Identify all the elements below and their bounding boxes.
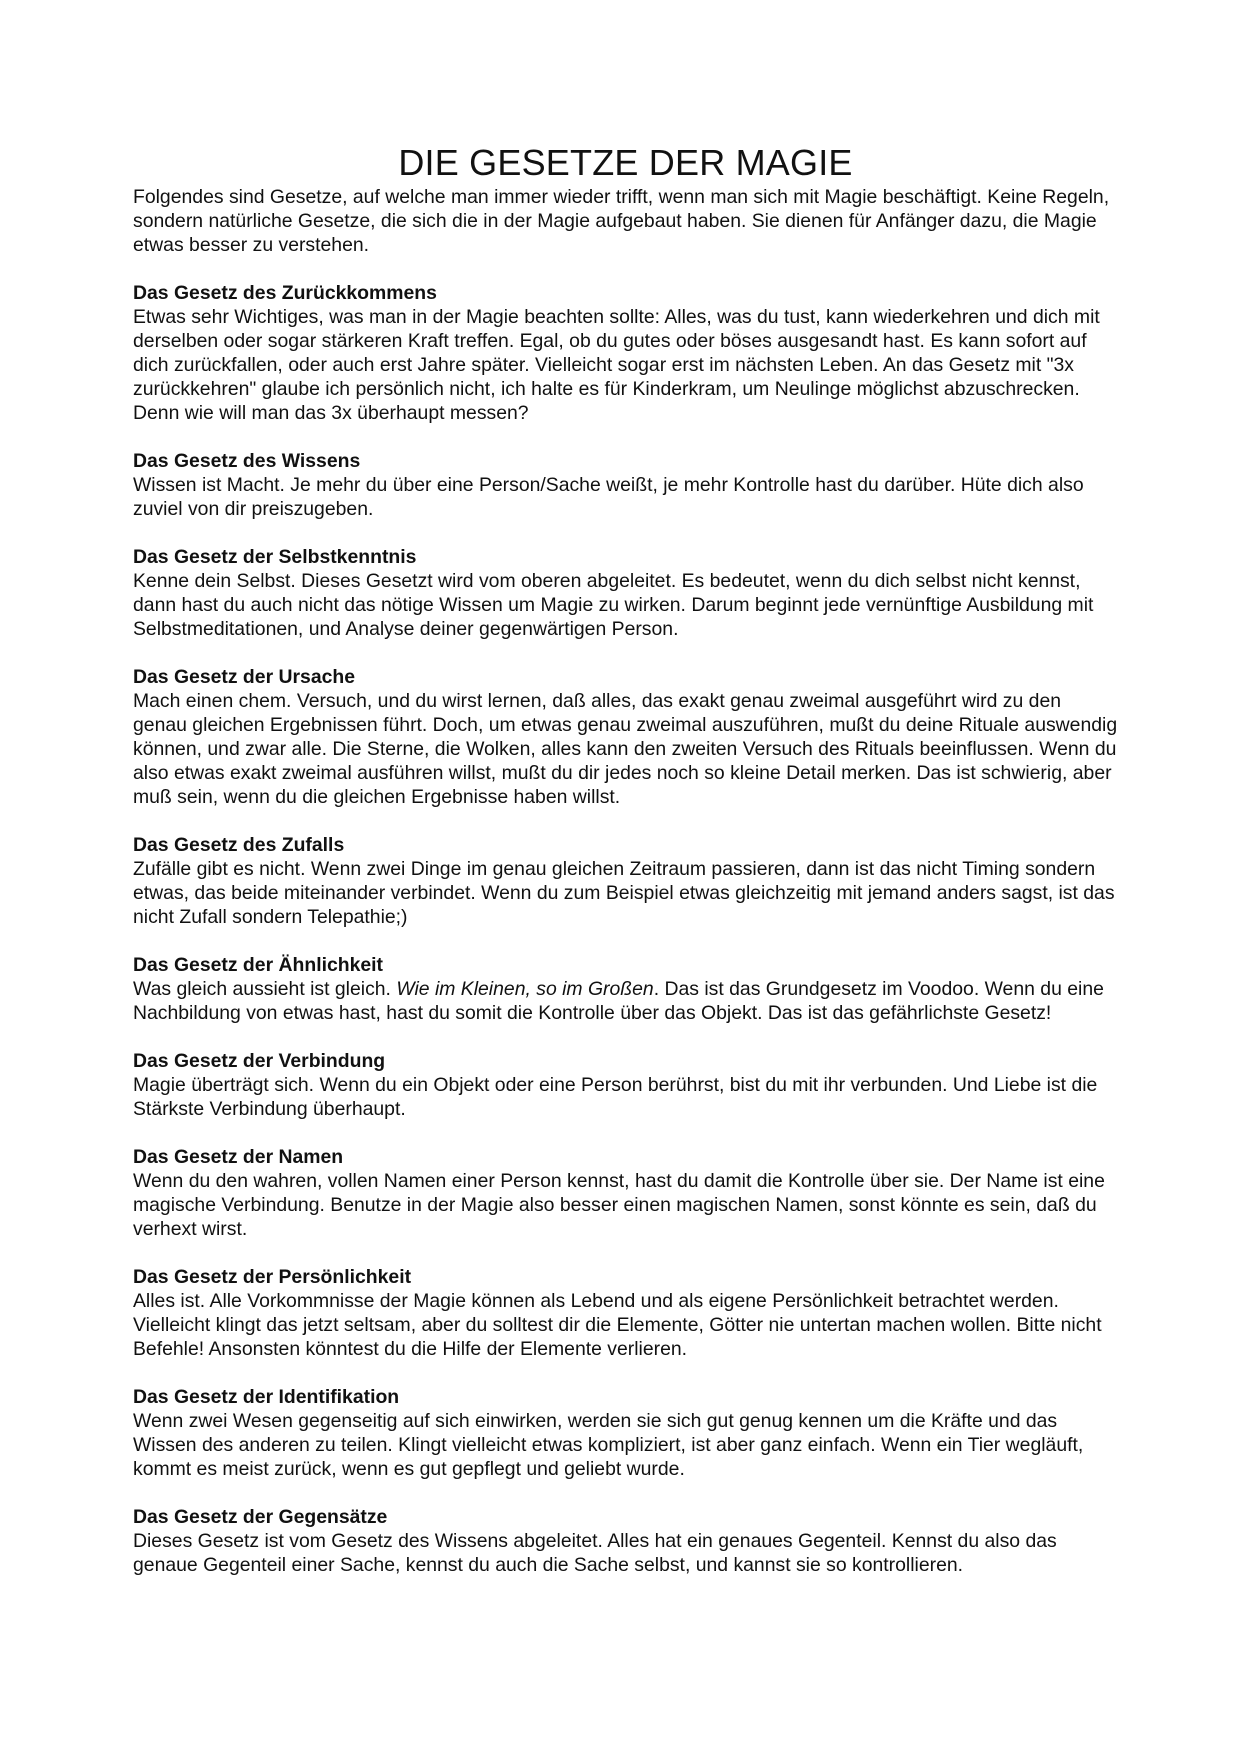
section-persoenlichkeit (133, 1265, 1118, 1361)
section-heading: Das Gesetz der Gegensätze (133, 1506, 388, 1528)
section-body: Wenn du den wahren, vollen Namen einer Person kennst, hast du damit die Kontrolle über sie. Der Name ist eine magische Verbindung. Benutze in der Magie also besser einen magischen Namen, sonst könnte es sein, daß du verhext wirst. (133, 1170, 1105, 1240)
section-ursache (133, 665, 1118, 809)
section-body: Magie überträgt sich. Wenn du ein Objekt oder eine Person berührst, bist du mit ihr verbunden. Und Liebe ist die Stärkste Verbindung überhaupt. (133, 1074, 1098, 1120)
section-heading: Das Gesetz der Namen (133, 1146, 344, 1168)
body-text-post: . Das ist das Grundgesetz im Voodoo. Wenn du eine Nachbildung von etwas hast, hast du somit die Kontrolle über das Objekt. Das ist das gefährlichste Gesetz! (133, 978, 1104, 1024)
section-body (133, 977, 1118, 1025)
section-body: Wenn zwei Wesen gegenseitig auf sich einwirken, werden sie sich gut genug kennen um die Kräfte und das Wissen des anderen zu teilen. Klingt vielleicht etwas kompliziert, ist aber ganz einfach. Wenn ein Tier wegläuft, kommt es meist zurück, wenn es gut gepflegt und geliebt wurde. (133, 1410, 1084, 1480)
section-verbindung (133, 1049, 1118, 1121)
section-body: Alles ist. Alle Vorkommnisse der Magie können als Lebend und als eigene Persönlichkeit betrachtet werden. Vielleicht klingt das jetzt seltsam, aber du solltest dir die Elemente, Götter nie untertan machen wollen. Bitte nicht Befehle! Ansonsten könntest du die Hilfe der Elemente verlieren. (133, 1290, 1102, 1360)
section-heading: Das Gesetz der Persönlichkeit (133, 1266, 412, 1288)
section-body: Zufälle gibt es nicht. Wenn zwei Dinge im genau gleichen Zeitraum passieren, dann ist das nicht Timing sondern etwas, das beide miteinander verbindet. Wenn du zum Beispiel etwas gleichzeitig mit jemand anders sagst, ist das nicht Zufall sondern Telepathie;) (133, 858, 1115, 928)
section-body: Mach einen chem. Versuch, und du wirst lernen, daß alles, das exakt genau zweimal ausgeführt wird zu den genau gleichen Ergebnissen führt. Doch, um etwas genau zweimal auszuführen, mußt du deine Rituale auswendig können, und zwar alle. Die Sterne, die Wolken, alles kann den zweiten Versuch des Rituals beeinflussen. Wenn du also etwas exakt zweimal ausführen willst, mußt du dir jedes noch so kleine Detail merken. Das ist schwierig, aber muß sein, wenn du die gleichen Ergebnisse haben willst. (133, 690, 1118, 808)
section-heading: Das Gesetz des Wissens (133, 450, 361, 472)
section-heading: Das Gesetz der Ursache (133, 666, 356, 688)
section-heading: Das Gesetz der Identifikation (133, 1386, 400, 1408)
body-text-italic: Wie im Kleinen, so im Großen (396, 978, 654, 1000)
section-zufalls (133, 833, 1118, 929)
section-body: Etwas sehr Wichtiges, was man in der Magie beachten sollte: Alles, was du tust, kann wiederkehren und dich mit derselben oder sogar stärkeren Kraft treffen. Egal, ob du gutes oder böses ausgesandt hast. Es kann sofort auf dich zurückfallen, oder auch erst Jahre später. Vielleicht sogar erst im nächsten Leben. An das Gesetz mit "3x zurückkehren" glaube ich persönlich nicht, ich halte es für Kinderkram, um Neulinge möglichst abzuschrecken. Denn wie will man das 3x überhaupt messen? (133, 306, 1100, 424)
intro-paragraph: Folgendes sind Gesetze, auf welche man immer wieder trifft, wenn man sich mit Magie beschäftigt. Keine Regeln, sondern natürliche Gesetze, die sich die in der Magie aufgebaut haben. Sie dienen für Anfänger dazu, die Magie etwas besser zu verstehen. (133, 186, 1110, 256)
section-heading: Das Gesetz des Zurückkommens (133, 282, 437, 304)
section-selbstkenntnis (133, 545, 1118, 641)
section-body: Dieses Gesetz ist vom Gesetz des Wissens abgeleitet. Alles hat ein genaues Gegenteil. Kennst du also das genaue Gegenteil einer Sache, kennst du auch die Sache selbst, und kannst sie so kontrollieren. (133, 1530, 1057, 1576)
section-heading: Das Gesetz der Selbstkenntnis (133, 546, 417, 568)
document-title: DIE GESETZE DER MAGIE (398, 142, 853, 183)
document-page (133, 142, 1118, 1577)
section-heading: Das Gesetz der Verbindung (133, 1050, 386, 1072)
section-identifikation (133, 1385, 1118, 1481)
body-text-pre: Was gleich aussieht ist gleich. (133, 978, 397, 1000)
section-gegensaetze (133, 1505, 1118, 1577)
section-body: Kenne dein Selbst. Dieses Gesetzt wird vom oberen abgeleitet. Es bedeutet, wenn du dich selbst nicht kennst, dann hast du auch nicht das nötige Wissen um Magie zu wirken. Darum beginnt jede vernünftige Ausbildung mit Selbstmeditationen, und Analyse deiner gegenwärtigen Person. (133, 570, 1094, 640)
section-heading: Das Gesetz des Zufalls (133, 834, 345, 856)
section-aehnlichkeit (133, 953, 1118, 1025)
section-zurueckkommens (133, 281, 1118, 425)
section-wissens (133, 449, 1118, 521)
section-body: Wissen ist Macht. Je mehr du über eine Person/Sache weißt, je mehr Kontrolle hast du darüber. Hüte dich also zuviel von dir preiszugeben. (133, 474, 1084, 520)
section-heading: Das Gesetz der Ähnlichkeit (133, 954, 384, 976)
section-namen (133, 1145, 1118, 1241)
